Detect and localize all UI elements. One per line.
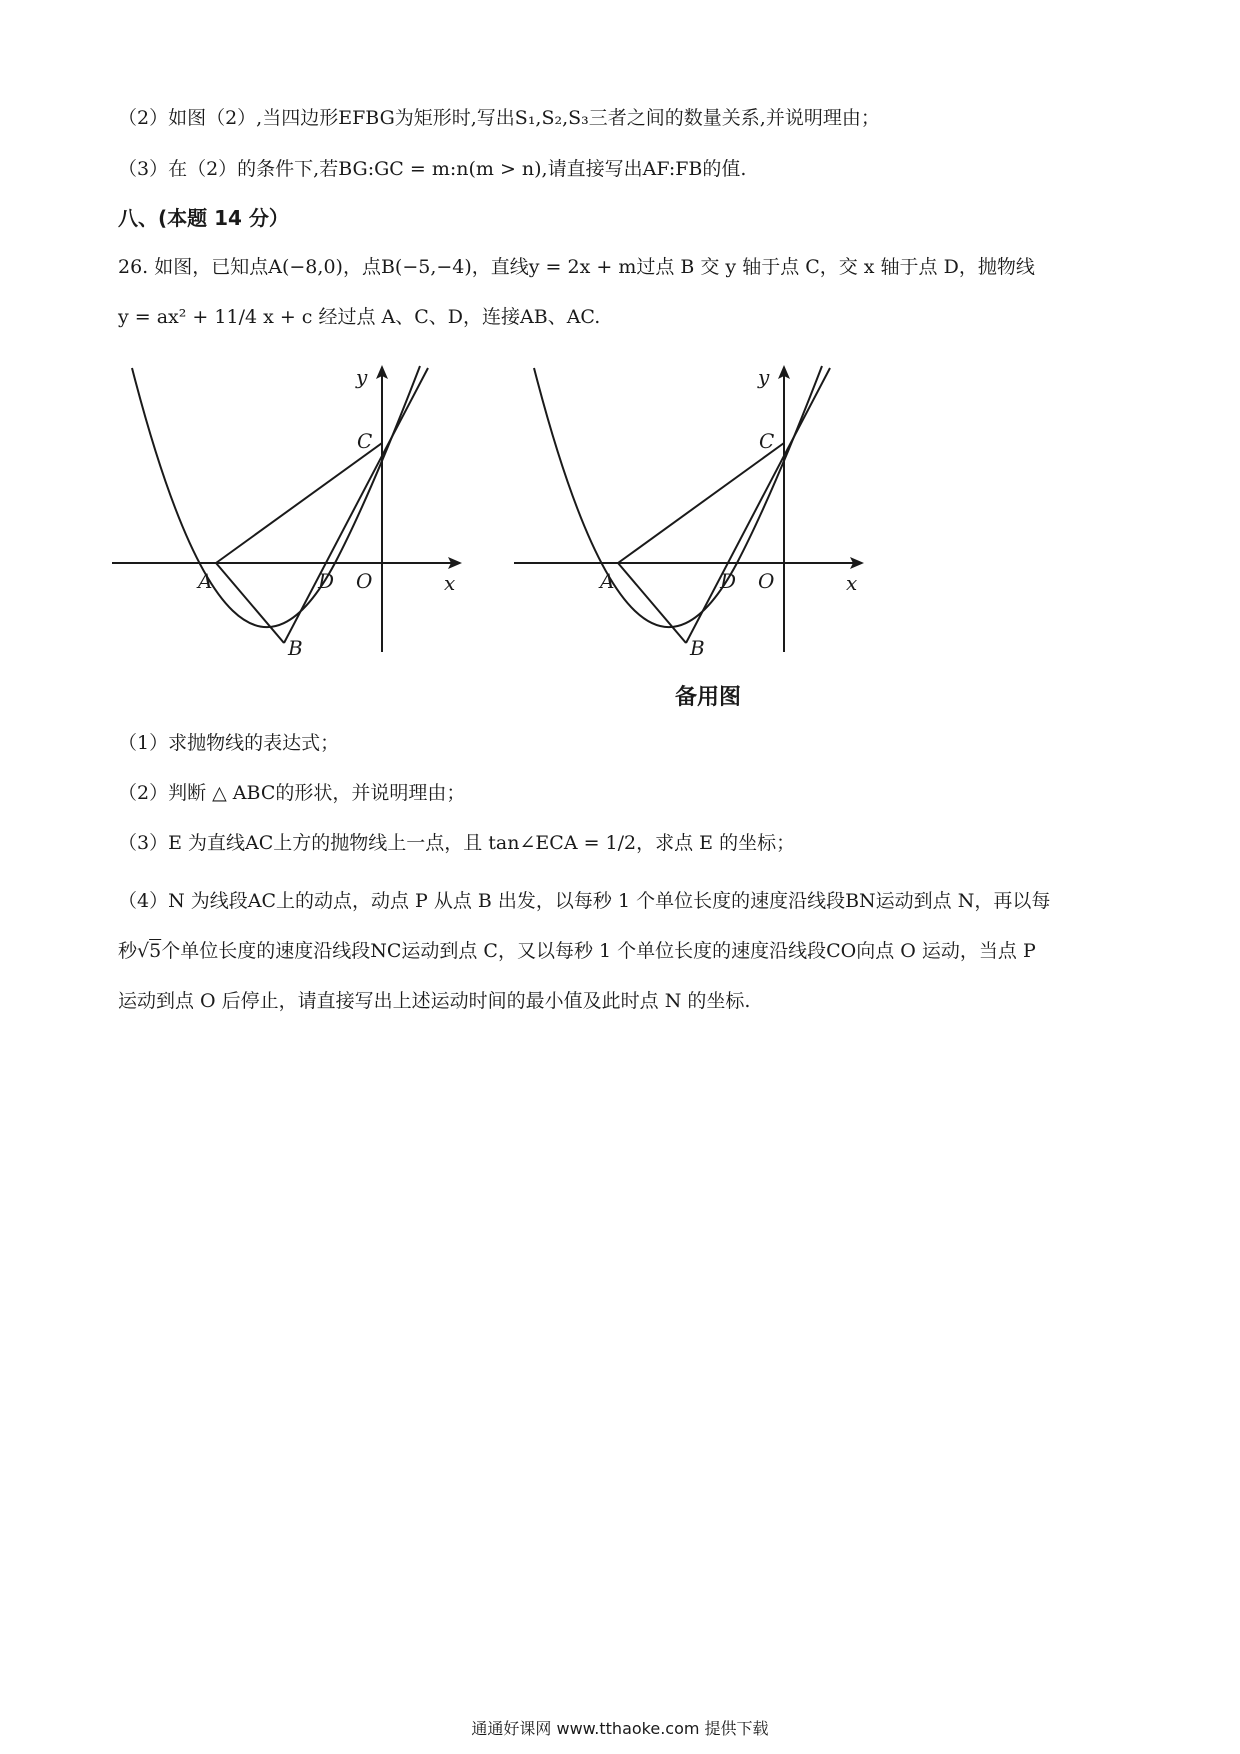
q25-part2: （2）如图（2）,当四边形EFBG为矩形时,写出S₁,S₂,S₃三者之间的数量关系,并说明理由；: [118, 107, 880, 129]
q26-part4-line3: 运动到点 O 后停止，请直接写出上述运动时间的最小值及此时点 N 的坐标.: [118, 990, 751, 1012]
parabola: [534, 366, 822, 627]
label-o: O: [758, 569, 775, 593]
label-y: y: [758, 365, 770, 389]
parabola: [132, 366, 420, 627]
figure-backup: [512, 360, 872, 660]
label-o: O: [356, 569, 373, 593]
figure-main: [110, 360, 470, 660]
label-b: B: [690, 636, 705, 660]
q26-part4-line2-post: 个单位长度的速度沿线段NC运动到点 C，又以每秒 1 个单位长度的速度沿线段CO向点 O 运动，当点 P: [161, 940, 1036, 962]
q26-stem-line2: y = ax² + 11/4 x + c 经过点 A、C、D，连接AB、AC.: [118, 306, 601, 328]
q26-stem-line1: 26. 如图，已知点A(−8,0)，点B(−5,−4)，直线y = 2x + m过点 B 交 y 轴于点 C，交 x 轴于点 D，抛物线: [118, 256, 1035, 278]
line-bc: [686, 368, 830, 643]
q26-part3: （3）E 为直线AC上方的抛物线上一点，且 tan∠ECA = 1/2，求点 E 的坐标；: [118, 832, 796, 854]
label-c: C: [759, 429, 775, 453]
label-x: x: [846, 571, 858, 595]
label-d: D: [318, 569, 335, 593]
figure-caption: 备用图: [675, 685, 742, 710]
label-a: A: [600, 569, 615, 593]
section-heading: 八、(本题 14 分）: [118, 206, 289, 230]
q26-part2: （2）判断 △ ABC的形状，并说明理由；: [118, 782, 466, 804]
q26-part4-line2-pre: 秒: [118, 940, 138, 962]
label-y: y: [356, 365, 368, 389]
sqrt-sign: √: [137, 940, 150, 962]
line-bc: [284, 368, 428, 643]
label-b: B: [288, 636, 303, 660]
label-x: x: [444, 571, 456, 595]
footer: 通通好课网 www.tthaoke.com 提供下载: [471, 1719, 769, 1738]
label-c: C: [357, 429, 373, 453]
label-d: D: [720, 569, 737, 593]
q26-part4-line1: （4）N 为线段AC上的动点，动点 P 从点 B 出发，以每秒 1 个单位长度的速度沿线段BN运动到点 N，再以每: [118, 890, 1051, 912]
q25-part3: （3）在（2）的条件下,若BG:GC = m:n(m > n),请直接写出AF:FB的值.: [118, 158, 747, 180]
q26-part4-line2: [118, 937, 1036, 965]
label-a: A: [198, 569, 213, 593]
q26-part1: （1）求抛物线的表达式；: [118, 732, 340, 754]
sqrt-radicand: 5: [149, 940, 162, 962]
